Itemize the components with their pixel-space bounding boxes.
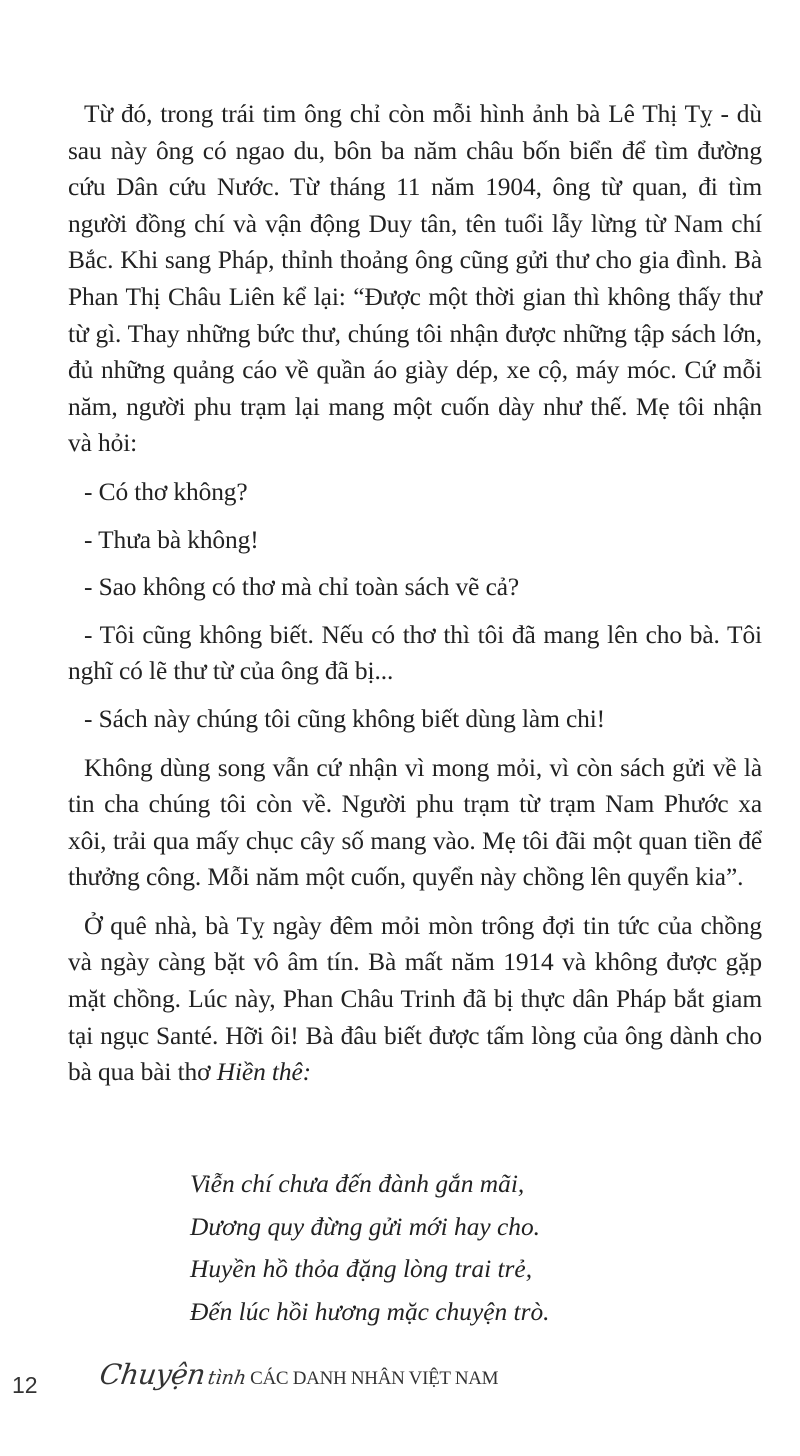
footer-title-caps: CÁC DANH NHÂN VIỆT NAM (250, 1368, 499, 1389)
dialogue-line: - Tôi cũng không biết. Nếu có thơ thì tôi đã mang lên cho bà. Tôi nghĩ có lẽ thư từ của ông đã bị... (68, 620, 762, 686)
poem-line: Đến lúc hồi hương mặc chuyện trò. (190, 1297, 550, 1326)
poem-title: Hiền thê: (216, 1058, 311, 1087)
footer-title-script: Chuyện (97, 1358, 208, 1391)
paragraph-text: Ở quê nhà, bà Tỵ ngày đêm mỏi mòn trông đợi tin tức của chồng và ngày càng bặt vô âm tín. Bà mất năm 1914 và không được gặp mặt chồng. Lúc này, Phan Châu Trinh đã bị thực dân Pháp bắt giam tại ngục Santé. Hỡi ôi! Bà đâu biết được tấm lòng của ông dành cho bà qua bài thơ (68, 911, 762, 1087)
poem-line: Huyền hồ thỏa đặng lòng trai trẻ, (190, 1255, 533, 1283)
dialogue-line: - Sao không có thơ mà chỉ toàn sách vẽ cả? (84, 573, 520, 602)
paragraph: Từ đó, trong trái tim ông chỉ còn mỗi hình ảnh bà Lê Thị Tỵ - dù sau này ông có ngao du, bôn ba năm châu bốn biển để tìm đường cứu Dân cứu Nước. Từ tháng 11 năm 1904, ông từ quan, đi tìm người đồng chí và vận động Duy tân, tên tuổi lẫy lừng từ Nam chí Bắc. Khi sang Pháp, thỉnh thoảng ông cũng gửi thư cho gia đình. Bà Phan Thị Châu Liên kể lại: “Được một thời gian thì không thấy thư từ gì. Thay những bức thư, chúng tôi nhận được những tập sách lớn, đủ những quảng cáo về quần áo giày dép, xe cộ, máy móc. Cứ mỗi năm, người phu trạm lại mang một cuốn dày như thế. Mẹ tôi nhận và hỏi: (68, 100, 762, 458)
paragraph: Không dùng song vẫn cứ nhận vì mong mỏi, vì còn sách gửi về là tin cha chúng tôi còn về. Người phu trạm từ trạm Nam Phước xa xôi, trải qua mấy chục cây số mang vào. Mẹ tôi đãi một quan tiền để thưởng công. Mỗi năm một cuốn, quyển này chồng lên quyển kia”. (68, 753, 762, 892)
poem (190, 1163, 550, 1333)
running-footer-title (97, 1358, 499, 1408)
dialogue-line: - Có thơ không? (84, 477, 248, 506)
dialogue-block (68, 474, 762, 738)
poem-line: Viễn chí chưa đến đành gắn mãi, (190, 1170, 525, 1198)
footer-title-script-small: tình (206, 1367, 248, 1389)
poem-line: Dương quy đừng gửi mới hay cho. (190, 1212, 541, 1241)
paragraph (68, 908, 762, 1091)
dialogue-line: - Thưa bà không! (84, 525, 259, 554)
body-text (68, 96, 762, 1091)
page-number: 12 (12, 1372, 38, 1398)
dialogue-line: - Sách này chúng tôi cũng không biết dùng làm chi! (84, 704, 606, 733)
